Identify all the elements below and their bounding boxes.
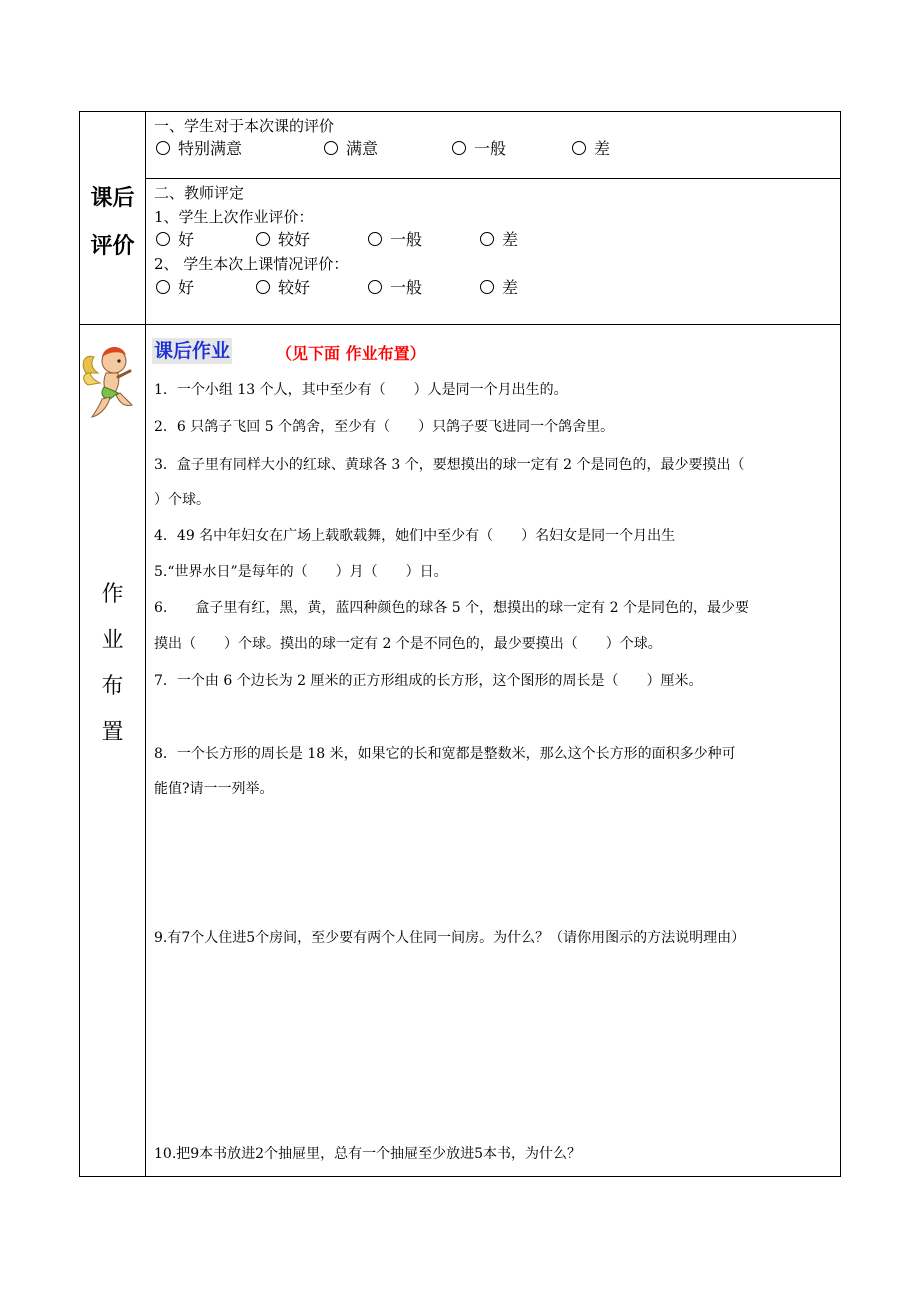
side-label-line1: 课后 xyxy=(90,186,135,211)
radio-circle-icon xyxy=(480,232,494,246)
side-label-char: 置 xyxy=(101,720,124,745)
question-line: 8．一个长方形的周长是 18 米，如果它的长和宽都是整数米，那么这个长方形的面积多少种可 xyxy=(154,746,736,762)
radio-circle-icon xyxy=(156,280,170,294)
question-line: 摸出（ ）个球。摸出的球一定有 2 个是不同色的，最少要摸出（ ）个球。 xyxy=(154,636,662,652)
teacher-q2: 2、 学生本次上课情况评价： xyxy=(154,255,349,273)
radio-option[interactable]: 特别满意 xyxy=(156,139,242,159)
side-label-char: 作 xyxy=(101,582,124,607)
side-label-char: 布 xyxy=(101,674,124,699)
radio-option[interactable]: 一般 xyxy=(452,139,506,159)
radio-circle-icon xyxy=(256,280,270,294)
radio-option[interactable]: 差 xyxy=(480,230,518,250)
question-line: 3．盒子里有同样大小的红球、黄球各 3 个，要想摸出的球一定有 2 个是同色的，最少要摸出（ xyxy=(154,457,745,473)
teacher-eval-heading: 二、教师评定 xyxy=(154,184,245,202)
lesson-table xyxy=(79,111,841,1177)
teacher-q1: 1、学生上次作业评价： xyxy=(154,208,314,226)
evaluation-side-label xyxy=(80,184,145,262)
question-line: 4．49 名中年妇女在广场上载歌载舞，她们中至少有（ ）名妇女是同一个月出生 xyxy=(154,528,676,544)
question-line: 7．一个由 6 个边长为 2 厘米的正方形组成的长方形，这个图形的周长是（ ）厘米。 xyxy=(154,673,703,689)
radio-circle-icon xyxy=(156,232,170,246)
radio-circle-icon xyxy=(572,141,586,155)
radio-option[interactable]: 一般 xyxy=(368,230,422,250)
homework-subtitle: （见下面 作业布置） xyxy=(276,344,426,363)
radio-option[interactable]: 较好 xyxy=(256,278,310,298)
radio-circle-icon xyxy=(324,141,338,155)
question-line: ）个球。 xyxy=(154,492,210,508)
question-line: 能值?请一一列举。 xyxy=(154,781,274,797)
radio-circle-icon xyxy=(368,232,382,246)
column-divider xyxy=(145,112,146,1176)
side-label-char: 业 xyxy=(101,628,124,653)
question-line: 1．一个小组 13 个人，其中至少有（ ）人是同一个月出生的。 xyxy=(154,382,568,398)
side-label-line2: 评价 xyxy=(90,234,135,259)
section-divider xyxy=(80,324,840,325)
question-line: 9.有7个人住进5个房间，至少要有两个人住同一间房。为什么？（请你用图示的方法说明理由） xyxy=(154,930,746,946)
radio-option[interactable]: 一般 xyxy=(368,278,422,298)
radio-option[interactable]: 较好 xyxy=(256,230,310,250)
question-line: 2．6 只鸽子飞回 5 个鸽舍，至少有（ ）只鸽子要飞进同一个鸽舍里。 xyxy=(154,419,615,435)
homework-title: 课后作业 xyxy=(154,340,231,362)
radio-circle-icon xyxy=(256,232,270,246)
cupid-icon xyxy=(80,335,140,425)
radio-circle-icon xyxy=(480,280,494,294)
radio-circle-icon xyxy=(368,280,382,294)
question-line: 5.“世界水日”是每年的（ ）月（ ）日。 xyxy=(154,564,448,580)
row-divider xyxy=(145,178,840,179)
radio-circle-icon xyxy=(156,141,170,155)
radio-option[interactable]: 满意 xyxy=(324,139,378,159)
homework-side-label xyxy=(80,572,145,756)
question-line: 6. 盒子里有红，黑，黄，蓝四种颜色的球各 5 个，想摸出的球一定有 2 个是同色的，最少要 xyxy=(154,600,749,616)
radio-option[interactable]: 差 xyxy=(572,139,610,159)
student-eval-heading: 一、学生对于本次课的评价 xyxy=(154,117,335,135)
radio-option[interactable]: 差 xyxy=(480,278,518,298)
radio-option[interactable]: 好 xyxy=(156,230,194,250)
radio-option[interactable]: 好 xyxy=(156,278,194,298)
question-line: 10.把9本书放进2个抽屉里，总有一个抽屉至少放进5本书，为什么？ xyxy=(154,1146,581,1162)
radio-circle-icon xyxy=(452,141,466,155)
